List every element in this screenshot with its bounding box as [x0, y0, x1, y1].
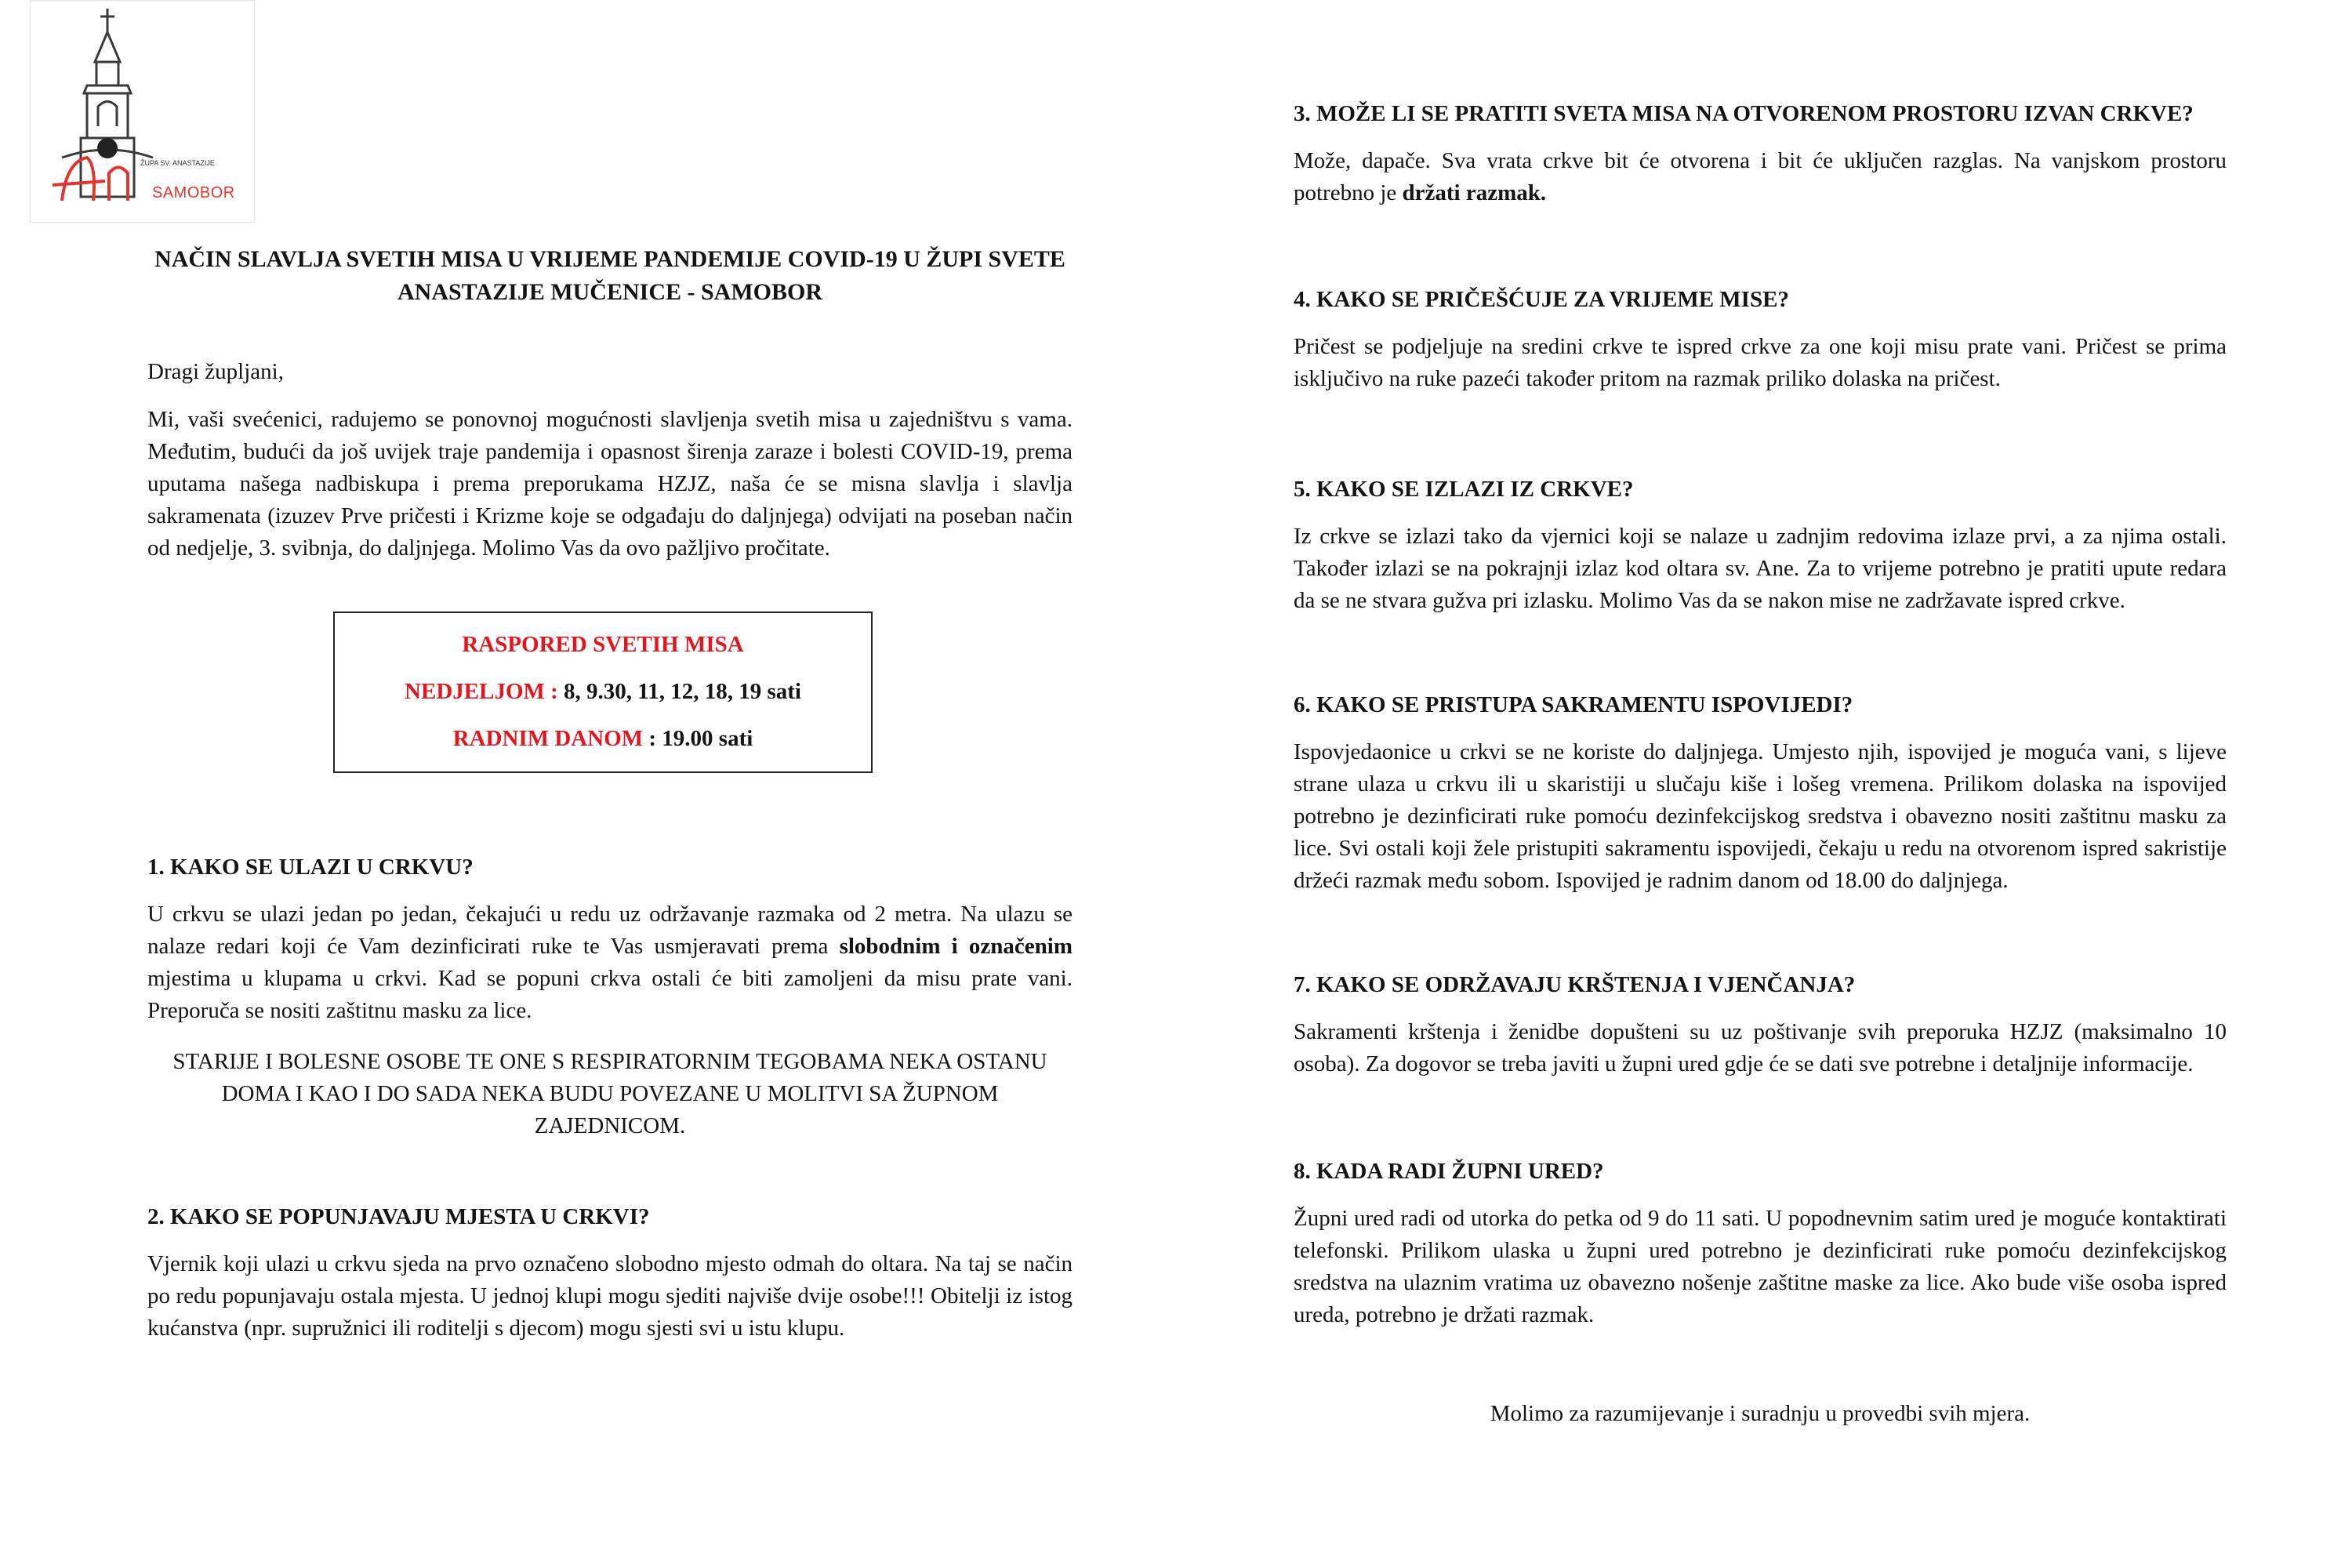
section-heading: 5. KAKO SE IZLAZI IZ CRKVE? [1294, 477, 1634, 502]
section-6 [1294, 689, 2227, 897]
section-text: Vjernik koji ulazi u crkvu sjeda na prvo označeno slobodno mjesto odmah do oltara. Na taj se način po redu popunjavaju ostala mjesta. U jednoj klupi mogu sjediti najviše dvije osobe!!! Obitelji iz istog kućanstva (npr. supružnici ili roditelji s djecom) mogu sjesti svi u istu klupu. [147, 1251, 1073, 1341]
section-heading: 2. KAKO SE POPUNJAVAJU MJESTA U CRKVI? [147, 1204, 650, 1229]
section-5 [1294, 474, 2227, 617]
schedule-heading: RASPORED SVETIH MISA [462, 632, 744, 657]
section-text: Župni ured radi od utorka do petka od 9 do 11 sati. U popodnevnim satim ured je moguće kontaktirati telefonski. Prilikom ulaska u župni ured potrebno je dezinficirati ruke pomoću dezinfekcijskog sredstva na ulaznim vratima uz obavezno nošenje zaštitne maske za lice. Ako bude više osoba ispred ureda, potrebno je držati razmak. [1294, 1206, 2227, 1327]
section-2 [147, 1201, 1073, 1345]
logo-parish-name: ŽUPA SV. ANASTAZIJE [140, 159, 215, 167]
section-4 [1294, 284, 2227, 395]
elderly-warning: STARIJE I BOLESNE OSOBE TE ONE S RESPIRATORNIM TEGOBAMA NEKA OSTANU DOMA I KAO I DO SADA NEKA BUDU POVEZANE U MOLITVI SA ŽUPNOM ZAJEDNICOM. [172, 1049, 1047, 1138]
schedule-weekday [335, 715, 871, 762]
section-8 [1294, 1156, 2227, 1331]
section-heading: 4. KAKO SE PRIČEŠĆUJE ZA VRIJEME MISE? [1294, 287, 1789, 312]
section-text-part: Može, dapače. Sva vrata crkve bit će otvorena i bit će uključen razglas. Na vanjskom prostoru potrebno je [1294, 148, 2227, 205]
section-text [147, 898, 1073, 1027]
closing-note: Molimo za razumijevanje i suradnju u provedbi svih mjera. [1490, 1401, 2031, 1426]
schedule-weekday-times: 19.00 sati [662, 726, 753, 751]
section-heading: 6. KAKO SE PRISTUPA SAKRAMENTU ISPOVIJEDI? [1294, 692, 1853, 717]
section-1 [147, 851, 1073, 1142]
section-text-part: U crkvu se ulazi jedan po jedan, čekajući u redu uz održavanje razmaka od 2 metra. Na ulazu se nalaze redari koji će Vam dezinficirati ruke te Vas usmjeravati prema [147, 902, 1073, 959]
section-text [1294, 145, 2227, 209]
logo-town-name: SAMOBOR [152, 184, 235, 201]
section-heading: 1. KAKO SE ULAZI U CRKVU? [147, 855, 474, 880]
section-text: Sakramenti krštenja i ženidbe dopušteni su uz poštivanje svih preporuka HZJZ (maksimalno 10 osoba). Za dogovor se treba javiti u župni ured gdje će se dati sve potrebne i detaljnije informacije. [1294, 1019, 2227, 1076]
section-text: Ispovjedaonice u crkvi se ne koriste do daljnjega. Umjesto njih, ispovijed je moguća vani, s lijeve strane ulaza u crkvu ili u skaristiji u slučaju kiše i lošeg vremena. Prilikom dolaska na ispovijed potrebno je dezinficirati ruke pomoću dezinfekcijskog sredstva i obavezno nositi zaštitnu masku za lice. Svi ostali koji žele pristupiti sakramentu ispovijedi, čekaju u redu na otvorenom ispred sakristije držeći razmak među sobom. Ispovijed je radnim danom od 18.00 do daljnjega. [1294, 739, 2227, 893]
section-text: Iz crkve se izlazi tako da vjernici koji se nalaze u zadnjim redovima izlaze prvi, a za njima ostali. Također izlazi se na pokrajnji izlaz kod oltara sv. Ane. Za to vrijeme potrebno je pratiti upute redara da se ne stvara gužva pri izlasku. Molimo Vas da se nakon mise ne zadržavate ispred crkve. [1294, 524, 2227, 613]
schedule-weekday-label: RADNIM DANOM [452, 726, 644, 751]
parish-logo [30, 0, 255, 223]
section-text-bold: držati razmak. [1402, 180, 1547, 205]
section-3 [1294, 98, 2227, 209]
right-column [1294, 98, 2227, 1430]
section-text-part: mjestima u klupama u crkvi. Kad se popuni crkva ostali će biti zamoljeni da misu prate vani. Preporuča se nositi zaštitnu masku za lice. [147, 966, 1073, 1023]
section-text-bold: slobodnim i označenim [839, 934, 1073, 959]
schedule-sunday-label: NEDJELJOM : [405, 679, 558, 704]
section-text: Pričest se podjeljuje na sredini crkve te ispred crkve za one koji misu prate vani. Pričest se prima isključivo na ruke pazeći također pritom na razmak priliko dolaska na pričest. [1294, 334, 2227, 391]
section-heading: 3. MOŽE LI SE PRATITI SVETA MISA NA OTVORENOM PROSTORU IZVAN CRKVE? [1294, 101, 2194, 126]
schedule-sunday-times: 8, 9.30, 11, 12, 18, 19 sati [564, 679, 801, 704]
document-title: NAČIN SLAVLJA SVETIH MISA U VRIJEME PANDEMIJE COVID-19 U ŽUPI SVETE ANASTAZIJE MUČENICE - SAMOBOR [154, 246, 1065, 305]
mass-schedule-box [333, 612, 873, 773]
schedule-sunday [335, 668, 871, 715]
greeting: Dragi župljani, [147, 359, 284, 384]
section-heading: 7. KAKO SE ODRŽAVAJU KRŠTENJA I VJENČANJA? [1294, 972, 1856, 997]
section-heading: 8. KADA RADI ŽUPNI URED? [1294, 1159, 1604, 1184]
left-column [147, 235, 1073, 1345]
intro-paragraph: Mi, vaši svećenici, radujemo se ponovnoj mogućnosti slavljenja svetih misa u zajedništvu s vama. Međutim, budući da još uvijek traje pandemija i opasnost širenja zaraze i bolesti COVID-19, prema uputama našega nadbiskupa i prema preporukama HZJZ, naša će se misna slavlja i slavlja sakramenata (izuzev Prve pričesti i Krizme koje se odgađaju do daljnjega) odvijati na poseban način od nedjelje, 3. svibnja, do daljnjega. Molimo Vas da ovo pažljivo pročitate. [147, 407, 1073, 561]
schedule-weekday-sep: : [648, 726, 657, 751]
section-7 [1294, 969, 2227, 1080]
